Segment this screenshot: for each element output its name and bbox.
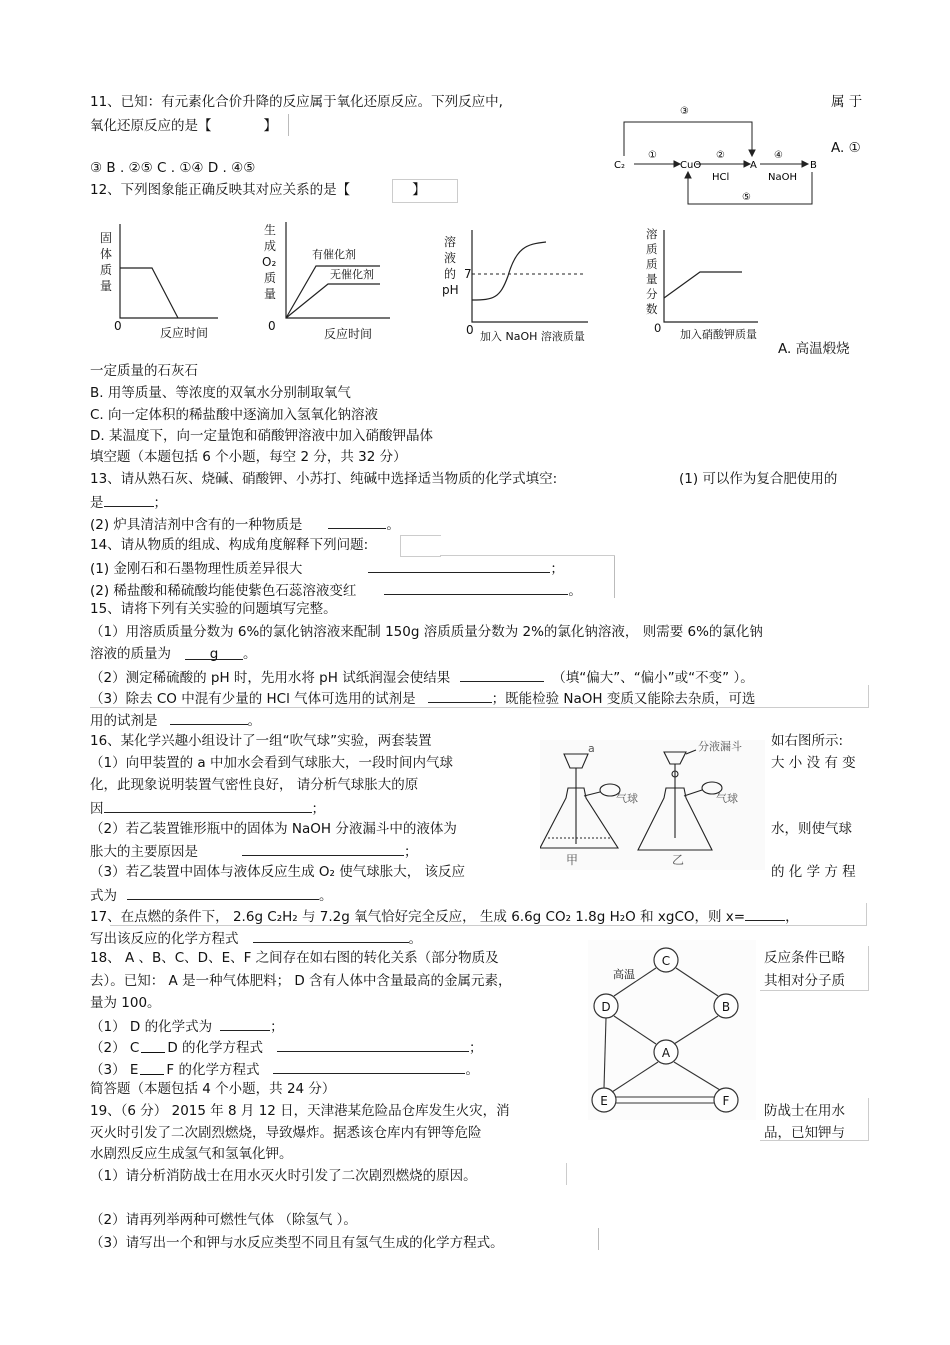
q12-option-c: C. 向一定体积的稀盐酸中逐滴加入氢氧化钠溶液 [90, 407, 379, 423]
q19-q1: （1）请分析消防战士在用水灭火时引发了二次剧烈燃烧的原因。 [90, 1168, 477, 1184]
g4-curve [664, 272, 742, 298]
n4: ④ [774, 150, 783, 161]
g2-ylabel-0: 生 [264, 223, 277, 237]
node-d: D [601, 1000, 611, 1014]
cuo-label: CuO [680, 160, 702, 171]
g1-ylabel-2: 质 [100, 263, 113, 277]
q19-line1-right: 防战士在用水 [764, 1103, 845, 1119]
g2-origin: 0 [268, 319, 276, 333]
g1-ylabel-1: 体 [100, 247, 113, 261]
g2-ylabel-2: O₂ [262, 255, 277, 269]
fig-balloon-1: 气球 [616, 792, 638, 805]
c2-label: C₂ [614, 160, 625, 171]
g4-ylabel-2: 质 [646, 257, 658, 271]
fig-label-funnel: 分液漏斗 [698, 740, 742, 753]
q18-line2-right: 其相对分子质 [764, 973, 845, 989]
margin-mark-3 [598, 1228, 599, 1250]
q12-option-a-cont: 一定质量的石灰石 [90, 363, 198, 379]
q13-blank2[interactable] [328, 514, 386, 529]
g2-ylabel-1: 成 [264, 239, 277, 253]
q16-line7-right: 的 化 学 方 程 [771, 864, 856, 880]
g1-ylabel-0: 固 [100, 231, 113, 245]
q13-line2: 是 ； [90, 492, 167, 512]
g3-ylabel-0: 溶 [444, 235, 457, 249]
g3-tick7: 7 [464, 267, 472, 281]
q11-line1: 11、已知：有元素化合价升降的反应属于氧化还原反应。下列反应中, [90, 94, 503, 110]
q15-line1: 15、请将下列有关实验的问题填写完整。 [90, 601, 337, 617]
q18-line4: （1） D 的化学式为 ； [90, 1016, 284, 1036]
g4-ylabel-5: 数 [646, 302, 658, 316]
g2-ylabel-3: 质 [264, 271, 277, 285]
q16-line1: 16、某化学兴趣小组设计了一组“吹气球”实验，两套装置 [90, 733, 432, 749]
scan-box-2 [440, 535, 615, 556]
fig-label-a: a [588, 742, 595, 755]
q18-line5: （2） C D 的化学方程式 ； [90, 1037, 483, 1057]
q15-line4: （2）测定稀硫酸的 pH 时，先用水将 pH 试纸润湿会使结果 （填“偏大”、“偏小”或“不变” ）。 [90, 667, 754, 687]
q11-line1-right: 属 于 [831, 94, 863, 110]
fig-balloon-2: 气球 [716, 792, 738, 805]
q15-line5: （3）除去 CO 中混有少量的 HCl 气体可选用的试剂是 ；既能检验 NaOH 变质又能除去杂质，可选 [90, 688, 755, 708]
q11-reaction-diagram [612, 98, 827, 210]
label-gaowen: 高温 [613, 968, 635, 981]
q15-blank1[interactable]: g [185, 645, 243, 660]
q12-option-a-right: A. 高温煅烧 [778, 341, 850, 357]
g1-curve [120, 268, 178, 318]
g3-ylabel-1: 液 [444, 251, 457, 265]
q19-q2: （2）请再列举两种可燃性气体 （除氢气 ）。 [90, 1212, 357, 1228]
q18-line1: 18、 A 、B、C、D、E、F 之间存在如右图的转化关系（部分物质及 [90, 950, 499, 966]
q19-line1: 19、（6 分） 2015 年 8 月 12 日，天津港某危险品仓库发生火灾，消 [90, 1103, 510, 1119]
q13-line1-right: (1) 可以作为复合肥使用的 [679, 471, 838, 487]
arrow-icon [141, 1043, 165, 1053]
q16-line5-right: 水，则使气球 [771, 821, 852, 837]
q13-line1: 13、请从熟石灰、烧碱、硝酸钾、小苏打、纯碱中选择适当物质的化学式填空: [90, 471, 558, 487]
g3-ylabel-2: 的 [444, 267, 457, 281]
scan-box [400, 535, 441, 557]
q18-transformation-diagram [588, 940, 756, 1120]
q19-q3: （3）请写出一个和钾与水反应类型不同且有氢气生成的化学方程式。 [90, 1235, 504, 1251]
q16-line7: （3）若乙装置中固体与液体反应生成 O₂ 使气球胀大， 该反应 [90, 864, 465, 880]
q13-blank1[interactable] [104, 492, 154, 507]
q19-line2: 灭火时引发了二次剧烈燃烧，导致爆炸。据悉该仓库内有钾等危险 [90, 1125, 482, 1141]
q12-option-d: D. 某温度下，向一定量饱和硝酸钾溶液中加入硝酸钾晶体 [90, 428, 433, 444]
g1-origin: 0 [114, 319, 122, 333]
q16-line8: 式为 。 [90, 885, 333, 905]
g4-ylabel-4: 分 [646, 287, 658, 301]
g4-origin: 0 [654, 321, 662, 335]
q12-answer-box[interactable] [392, 179, 458, 203]
q17-line2: 写出该反应的化学方程式 。 [90, 928, 422, 948]
g4-ylabel-3: 量 [646, 272, 658, 286]
g2-curve-nocat [286, 284, 380, 318]
g4-ylabel-1: 质 [646, 242, 658, 256]
q15-line6: 用的试剂是 。 [90, 710, 261, 730]
b-label: B [810, 160, 817, 171]
q16-line1-right: 如右图所示: [771, 733, 844, 749]
fig-yi: 乙 [672, 853, 685, 867]
fig-jia: 甲 [566, 853, 579, 867]
q16-line5: （2）若乙装置锥形瓶中的固体为 NaOH 分液漏斗中的液体为 [90, 821, 457, 837]
q15-line2: （1）用溶质质量分数为 6%的氯化钠溶液来配制 150g 溶质质量分数为 2%的氯化钠溶液， 则需要 6%的氯化钠 [90, 624, 763, 640]
section2-heading: 填空题（本题包括 6 个小题，每空 2 分，共 32 分） [90, 449, 407, 465]
margin-mark-2 [614, 556, 615, 598]
margin-mark [288, 114, 289, 136]
q14-blank1[interactable] [368, 558, 550, 573]
q11-options: ③ B . ②⑤ C . ①④ D . ④⑤ [90, 160, 256, 176]
q12-option-b: B. 用等质量、等浓度的双氧水分别制取氧气 [90, 385, 351, 401]
q11-option-a: A. ① [831, 140, 861, 156]
q14-line3: (2) 稀盐酸和稀硫酸均能使紫色石蕊溶液变红 。 [90, 580, 582, 600]
arrow-icon [140, 1065, 164, 1075]
g1-xlabel: 反应时间 [160, 326, 209, 340]
node-a: A [661, 1046, 671, 1060]
q16-blank2[interactable] [242, 841, 404, 856]
q16-line3: 化，此现象说明装置气密性良好， 请分析气球胀大的原 [90, 777, 419, 793]
q15-line3: 溶液的质量为 g 。 [90, 646, 257, 662]
q19-line2-right: 品，已知钾与 [764, 1125, 845, 1141]
g3-curve [472, 242, 546, 300]
g4-ylabel-0: 溶 [646, 227, 658, 241]
g4-xlabel: 加入硝酸钾质量 [680, 328, 757, 341]
scan-box-6 [760, 1098, 869, 1141]
scan-box-5 [760, 946, 869, 991]
node-b: B [721, 1000, 731, 1014]
q14-blank2[interactable] [384, 580, 568, 595]
q19-line3: 水剧烈反应生成氢气和氢氧化钾。 [90, 1146, 293, 1162]
q11-line2: 氧化还原反应的是【 】 [90, 118, 277, 134]
q16-line4: 因 ； [90, 798, 325, 818]
section3-heading: 简答题（本题包括 4 个小题，共 24 分） [90, 1081, 336, 1097]
q18-blank3[interactable] [273, 1059, 465, 1074]
hcl-label: HCl [712, 172, 730, 183]
g3-ylabel-3: pH [442, 283, 459, 297]
q16-blank1[interactable] [104, 798, 312, 813]
naoh-label: NaOH [768, 172, 797, 183]
g3-xlabel: 加入 NaOH 溶液质量 [480, 330, 585, 343]
node-e: E [600, 1094, 608, 1108]
g2-nocat-label: 无催化剂 [330, 268, 374, 281]
q16-line2: （1）向甲装置的 a 中加水会看到气球胀大，一段时间内气球 [90, 755, 453, 771]
n1: ① [648, 150, 657, 161]
a-label: A [750, 160, 757, 171]
g2-xlabel: 反应时间 [324, 327, 373, 341]
g2-cat-label: 有催化剂 [312, 248, 356, 261]
graph1-limestone [96, 222, 226, 347]
scan-box-4 [110, 903, 867, 926]
q17-line1: 17、在点燃的条件下， 2.6g C₂H₂ 与 7.2g 氧气恰好完全反应， 生成 6.6g CO₂ 1.8g H₂O 和 xgCO，则 x= ， [90, 906, 799, 926]
q15-blank2[interactable] [460, 667, 544, 682]
scan-box-7 [90, 1163, 567, 1185]
g1-ylabel-3: 量 [100, 279, 113, 293]
node-f: F [722, 1094, 730, 1108]
q14-line2: (1) 金刚石和石墨物理性质差异很大 ； [90, 558, 564, 578]
g2-ylabel-4: 量 [264, 287, 277, 301]
n5: ⑤ [742, 192, 751, 203]
q16-line2-right: 大 小 没 有 变 [771, 755, 856, 771]
q16-apparatus-figure [540, 740, 765, 870]
node-c: C [661, 954, 671, 968]
n3: ③ [680, 106, 689, 117]
q18-line2: 去）。已知： A 是一种气体肥料； D 含有人体中含量最高的金属元素， [90, 973, 512, 989]
q18-blank1[interactable] [220, 1016, 270, 1031]
q18-line1-right: 反应条件已略 [764, 950, 845, 966]
q13-line3: (2) 炉具清洁剂中含有的一种物质是 。 [90, 514, 400, 534]
scan-box-3 [90, 685, 869, 708]
q18-line3: 量为 100。 [90, 995, 161, 1011]
q15-blank4[interactable] [170, 710, 248, 725]
q17-blank2[interactable] [253, 928, 409, 943]
n2: ② [716, 150, 725, 161]
q18-line6: （3） E F 的化学方程式 。 [90, 1059, 479, 1079]
graph4-kno3 [642, 226, 767, 346]
q14-line1: 14、请从物质的组成、构成角度解释下列问题: [90, 537, 369, 553]
graph2-oxygen [260, 218, 400, 346]
q16-blank3[interactable] [127, 885, 319, 900]
g3-origin: 0 [466, 323, 474, 337]
graph3-ph [442, 226, 592, 348]
q18-blank2[interactable] [277, 1037, 469, 1052]
q12-title: 12、下列图象能正确反映其对应关系的是【 】 [90, 182, 426, 198]
q16-line6: 胀大的主要原因是 ； [90, 841, 418, 861]
